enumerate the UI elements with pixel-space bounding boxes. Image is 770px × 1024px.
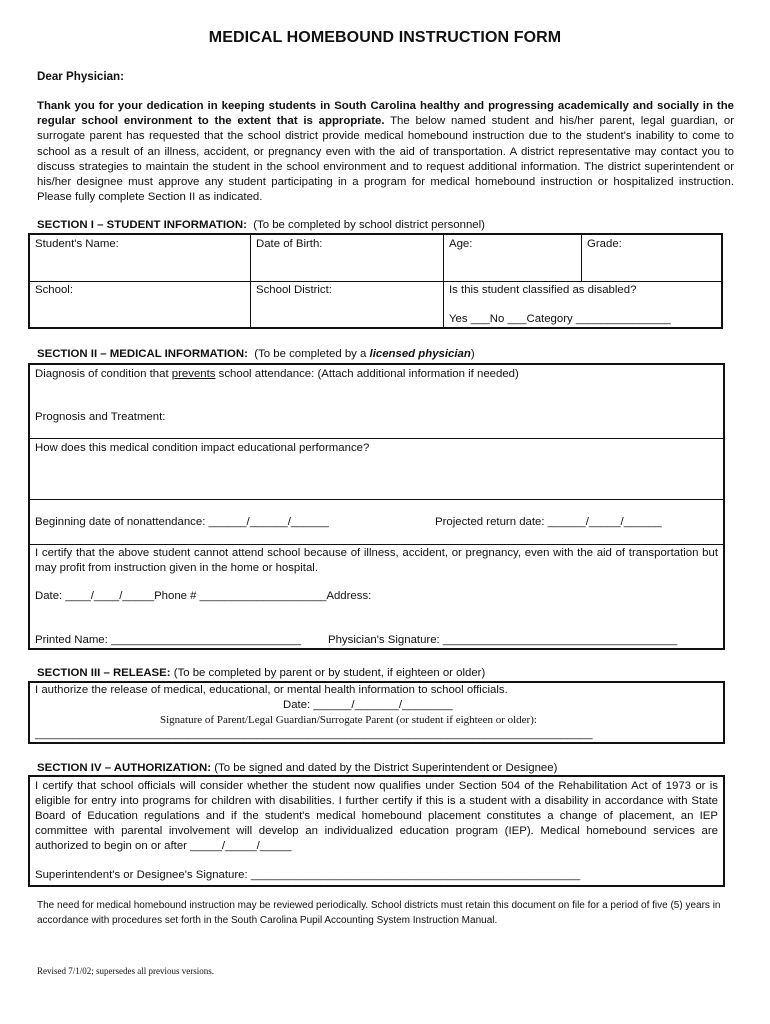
intro-bold: Thank you for your dedication in keeping students in South Carolina healthy and progressing academically and socially in the regular school environment to the extent that is appropriate.: [37, 100, 734, 128]
greeting: Dear Physician:: [37, 70, 124, 83]
section2-divider-3: [30, 544, 723, 545]
page-title: MEDICAL HOMEBOUND INSTRUCTION FORM: [208, 29, 562, 46]
physician-signature-field[interactable]: Physician's Signature: _____________________________________: [328, 634, 678, 646]
disabled-options[interactable]: Yes ___No ___Category _______________: [449, 313, 671, 325]
section1-box: [28, 233, 723, 329]
prognosis-field[interactable]: Prognosis and Treatment:: [35, 411, 166, 423]
begin-date-field[interactable]: Beginning date of nonattendance: ______/______/______: [35, 516, 329, 528]
diagnosis-field[interactable]: [35, 368, 519, 380]
school-field[interactable]: School:: [35, 284, 73, 296]
release-date-field[interactable]: Date: ______/_______/________: [283, 699, 453, 711]
return-date-field[interactable]: Projected return date: ______/_____/______: [435, 516, 662, 528]
section2-note-em: licensed physician: [369, 348, 471, 360]
impact-field[interactable]: How does this medical condition impact educational performance?: [35, 442, 370, 454]
parent-signature-label: Signature of Parent/Legal Guardian/Surrogate Parent (or student if eighteen or older):: [160, 714, 537, 726]
section3-header: [37, 667, 485, 679]
section2-note-pre: (To be completed by a: [254, 348, 370, 360]
section4-note: (To be signed and dated by the District Superintendent or Designee): [214, 762, 558, 774]
certify-text: I certify that the above student cannot attend school because of illness, accident, or pregnancy, even with the aid of transportation but may profit from instruction given in the home or hospital.: [35, 547, 718, 574]
section3-note: (To be completed by parent or by student, if eighteen or older): [173, 667, 486, 679]
section1-col-divider-3: [581, 235, 582, 281]
disabled-question: Is this student classified as disabled?: [449, 284, 637, 296]
section4-box: [28, 775, 725, 887]
date-phone-address-field[interactable]: Date: ____/____/_____Phone # ____________________Address:: [35, 590, 372, 602]
section4-header: [37, 762, 557, 774]
authorize-text: I authorize the release of medical, educational, or mental health information to school officials.: [35, 684, 508, 696]
intro-rest: The below named student and his/her parent, legal guardian, or surrogate parent has requested that the school district provide medical homebound instruction due to the student's inability to come to school as a result of an illness, accident, or pregnancy even with the aid of transportation. A district representative may contact you to discuss strategies to maintain the student in the school environment and to request additional information. The district superintendent or his/her designee must approve any student participating in a program for medical homebound instruction or hospitalized instruction. Please fully complete Section II as indicated.: [37, 115, 734, 204]
authorization-text[interactable]: I certify that school officials will consider whether the student now qualifies under Section 504 of the Rehabilitation Act of 1973 or is eligible for entry into programs for children with disabilities. I further certify if this is a student with a disability in accordance with State Board of Education regulations and if the student's medical homebound placement constitutes a change of placement, an IEP committee with parental involvement will develop an individualized education program (IEP). Medical homebound services are authorized to begin on or after _____/_____/_____: [35, 780, 718, 852]
parent-signature-line[interactable]: ________________________________________________________________________________________: [35, 728, 593, 740]
section1-header: [37, 219, 485, 231]
school-district-field[interactable]: School District:: [256, 284, 332, 296]
section3-heading: SECTION III – RELEASE:: [37, 667, 171, 679]
diagnosis-prevents: prevents: [171, 368, 216, 380]
intro-paragraph: [37, 99, 734, 205]
section1-note: (To be completed by school district personnel): [253, 219, 485, 231]
section1-col-divider-2: [443, 235, 444, 327]
students-name-field[interactable]: Student's Name:: [35, 238, 119, 250]
section1-col-divider-1: [250, 235, 251, 327]
diagnosis-post: school attendance: (Attach additional information if needed): [215, 368, 519, 380]
section3-box: [28, 681, 725, 744]
date-of-birth-field[interactable]: Date of Birth:: [256, 238, 323, 250]
superintendent-signature-field[interactable]: Superintendent's or Designee's Signature: ____________________________________________________: [35, 869, 581, 881]
grade-field[interactable]: Grade:: [587, 238, 622, 250]
section1-heading: SECTION I – STUDENT INFORMATION:: [37, 219, 247, 231]
section2-box: [28, 363, 725, 650]
age-field[interactable]: Age:: [449, 238, 473, 250]
printed-name-field[interactable]: Printed Name: ______________________________: [35, 634, 302, 646]
section2-header: [37, 348, 475, 360]
footer-note: The need for medical homebound instruction may be reviewed periodically. School districts must retain this document on file for a period of five (5) years in accordance with procedures set forth in the South Carolina Pupil Accounting System Instruction Manual.: [37, 900, 721, 926]
section4-heading: SECTION IV – AUTHORIZATION:: [37, 762, 212, 774]
section2-heading: SECTION II – MEDICAL INFORMATION:: [37, 348, 248, 360]
diagnosis-pre: Diagnosis of condition that: [35, 368, 172, 380]
section2-divider-1: [30, 438, 723, 439]
section1-row-divider: [30, 281, 721, 282]
section2-note-post: ): [470, 348, 475, 360]
revision-note: Revised 7/1/02; supersedes all previous versions.: [37, 966, 214, 976]
section2-divider-2: [30, 499, 723, 500]
